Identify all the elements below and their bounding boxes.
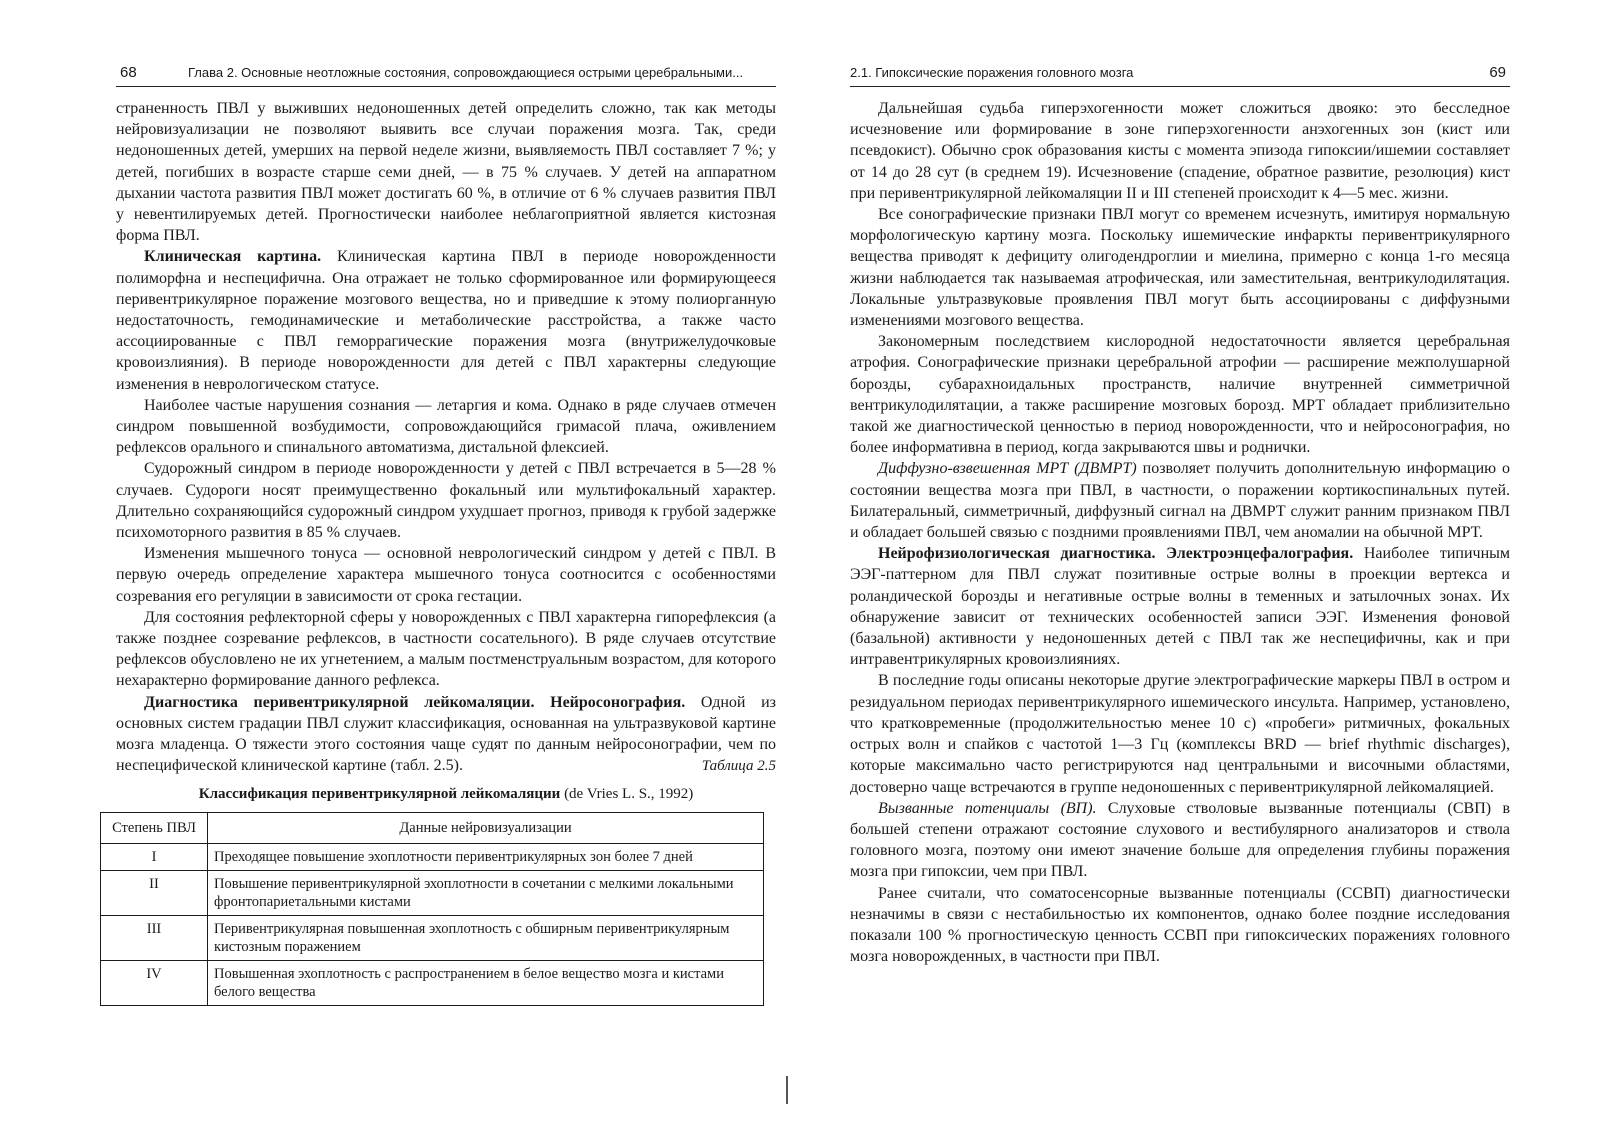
paragraph: Диффузно-взвешенная МРТ (ДВМРТ) позволяет получить дополнительную информацию о состоянии вещества мозга при ПВЛ, в частности, о поражении кортикоспинальных путей. Билатеральный, симметричный, диффузный сигнал на ДВМРТ служит ранним признаком ПВЛ и обладает большей связью с поздними проявлениями ПВЛ, чем аномалии на обычной МРТ. [850,460,1510,542]
degree-cell: III [101,916,208,961]
running-title-right: 2.1. Гипоксические поражения головного мозга [850,65,1134,80]
degree-cell: I [101,844,208,871]
section-heading: Диагностика перивентрикулярной лейкомаляции. Нейросонография. [144,693,686,711]
paragraph: Ранее считали, что соматосенсорные вызванные потенциалы (ССВП) диагностически незначимы в связи с нестабильностью их компонентов, однако более поздние исследования показали 100 % прогностическую ценность ССВП при гипоксических поражениях головного мозга новорожденных, в частности при ПВЛ. [850,884,1510,966]
page-number-left: 68 [120,64,137,81]
paragraph: страненность ПВЛ у выживших недоношенных детей определить сложно, так как методы нейровизуализации не позволяют выявить все случаи поражения мозга. Так, среди недоношенных детей, умерших на первой неделе жизни, выявляемость ПВЛ составляет 7 %; у детей, погибших в возрасте старше семи дней, — в 75 % случаев. У детей на аппаратном дыхании частота развития ПВЛ может достигать 60 %, в отличие от 6 % случаев развития ПВЛ у невентилируемых детей. Прогностически наиболее неблагоприятной является кистозная форма ПВЛ. [116,100,776,245]
data-cell: Преходящее повышение эхоплотности перивентрикулярных зон более 7 дней [208,844,764,871]
paragraph: Клиническая картина. Клиническая картина ПВЛ в периоде новорожденности полиморфна и неспецифична. Она отражает не только сформированное или формирующееся перивентрикулярное поражение мозгового вещества, но и приведшие к этому полиорганную недостаточность, гемодинамические и метаболические расстройства, а также часто ассоциированные с ПВЛ геморрагические поражения мозга (внутрижелудочковые кровоизлияния). В периоде новорожденности для детей с ПВЛ характерны следующие изменения в неврологическом статусе. [116,248,776,393]
paragraph: В последние годы описаны некоторые другие электрографические маркеры ПВЛ в остром и резидуальном периодах перивентрикулярного ишемического инсульта. Например, установлено, что кратковременные (продолжительностью менее 10 с) «пробеги» ритмичных, фокальных острых волн и спайков с частотой 1—3 Гц (комплексы BRD — brief rhythmic discharges), которые максимально часто регистрируются над центральными и височными областями, достоверно чаще встречаются в группе недоношенных с перивентрикулярной лейкомаляцией. [850,672,1510,796]
paragraph: Закономерным последствием кислородной недостаточности является церебральная атрофия. Сонографические признаки церебральной атрофии — расширение межполушарной борозды, субарахноидальных пространств, наличие внутренней симметричной вентрикулодилятации, а также расширение мозговых борозд. МРТ обладает приблизительно такой же диагностической ценностью в период новорожденности, что и нейросонография, но более информативна в период, когда закрываются швы и роднички. [850,333,1510,457]
gutter-mark [786,1076,788,1104]
paragraph: Для состояния рефлекторной сферы у новорожденных с ПВЛ характерна гипорефлексия (а также позднее созревание рефлексов, в частности сосательного). В ряде случаев отсутствие рефлексов обусловлено не их угнетением, а малым постменструальным возрастом, для которого нехарактерно формирование данного рефлекса. [116,608,776,690]
table-row [101,871,764,916]
table-title: Классификация перивентрикулярной лейкомаляции (de Vries L. S., 1992) [198,786,694,802]
paragraph: Нейрофизиологическая диагностика. Электроэнцефалография. Наиболее типичным ЭЭГ-паттерном для ПВЛ служат позитивные острые волны в проекции вертекса и роландической борозды и негативные острые волны в теменных и затылочных зонах. Их обнаружение зависит от технических особенностей записи ЭЭГ. Изменения фоновой (базальной) активности у недоношенных детей с ПВЛ так же неспецифичны, как и при интравентрикулярных кровоизлияниях. [850,545,1511,669]
column-header: Данные нейровизуализации [208,813,764,844]
data-cell: Повышение перивентрикулярной эхоплотности в сочетании с мелкими локальными фронтопариетальными кистами [208,871,764,916]
table-row [101,916,764,961]
degree-cell: II [101,871,208,916]
column-header: Степень ПВЛ [101,813,208,844]
paragraph: Вызванные потенциалы (ВП). Слуховые стволовые вызванные потенциалы (СВП) в большей степени отражают состояние слухового и вестибулярного анализаторов и ствола головного мозга, поэтому они имеют значение больше для определения глубины поражения мозга при гипоксии, чем при ПВЛ. [850,799,1511,881]
left-body-text [116,98,776,777]
paragraph: Все сонографические признаки ПВЛ могут со временем исчезнуть, имитируя нормальную морфологическую картину мозга. Поскольку ишемические инфаркты перивентрикулярного вещества приводят к дефициту олигодендроглии и миелина, примерно с конца 1-го месяца жизни наблюдается так называемая атрофическая, или заместительная, вентрикулодилятация. Локальные ультразвуковые проявления ПВЛ могут быть ассоциированы с диффузными изменениями мозгового вещества. [850,206,1510,330]
italic-term: Вызванные потенциалы (ВП). [878,799,1097,817]
paragraph: Наиболее частые нарушения сознания — летаргия и кома. Однако в ряде случаев отмечен синдром повышенной возбудимости, сопровождающийся гримасой плача, оживлением рефлексов орального и спинального автоматизма, дистальной флексией. [116,396,776,457]
italic-term: Диффузно-взвешенная МРТ (ДВМРТ) [878,460,1137,478]
paragraph: Дальнейшая судьба гиперэхогенности может сложиться двояко: это бесследное исчезновение или формирование в зоне гиперэхогенности анэхогенных зон (кист или псевдокист). Обычно срок образования кисты с момента эпизода гипоксии/ишемии составляет от 14 до 28 сут (в среднем 19). Исчезновение (спадение, обратное развитие, резолюция) кист при перивентрикулярной лейкомаляции II и III степеней происходит к 4—5 мес. жизни. [850,100,1510,202]
running-title-left: Глава 2. Основные неотложные состояния, сопровождающиеся острыми церебральными... [188,65,744,80]
section-heading: Нейрофизиологическая диагностика. Электроэнцефалография. [878,545,1354,563]
section-heading: Клиническая картина. [144,248,322,266]
paragraph: Изменения мышечного тонуса — основной неврологический синдром у детей с ПВЛ. В первую очередь определение характера мышечного тонуса соотносится с особенностями созревания его регуляции в зависимости от срока гестации. [116,545,776,605]
paragraph: Судорожный синдром в периоде новорожденности у детей с ПВЛ встречается в 5—28 % случаев. Судороги носят преимущественно фокальный или мультифокальный характер. Длительно сохраняющийся судорожный синдром ухудшает прогноз, приводя к грубой задержке психомоторного развития в 85 % случаев. [116,460,776,542]
table-row [101,961,764,1006]
degree-cell: IV [101,961,208,1006]
table-caption: Таблица 2.5 [701,758,776,774]
right-body-text [850,98,1510,967]
paragraph: Диагностика перивентрикулярной лейкомаляции. Нейросонография. Одной из основных систем градации ПВЛ служит классификация, основанная на ультразвуковой картине мозга младенца. О тяжести этого состояния чаще судят по данным нейросонографии, чем по неспецифической клинической картине (табл. 2.5). [116,693,777,775]
running-head-right [850,64,1510,87]
classification-table [100,812,764,1006]
page-number-right: 69 [1489,64,1506,81]
table-header-row [101,813,764,844]
data-cell: Перивентрикулярная повышенная эхоплотность с обширным перивентрикулярным кистозным поражением [208,916,764,961]
data-cell: Повышенная эхоплотность с распространением в белое вещество мозга и кистами белого вещества [208,961,764,1006]
table-row [101,844,764,871]
running-head-left [116,64,776,87]
